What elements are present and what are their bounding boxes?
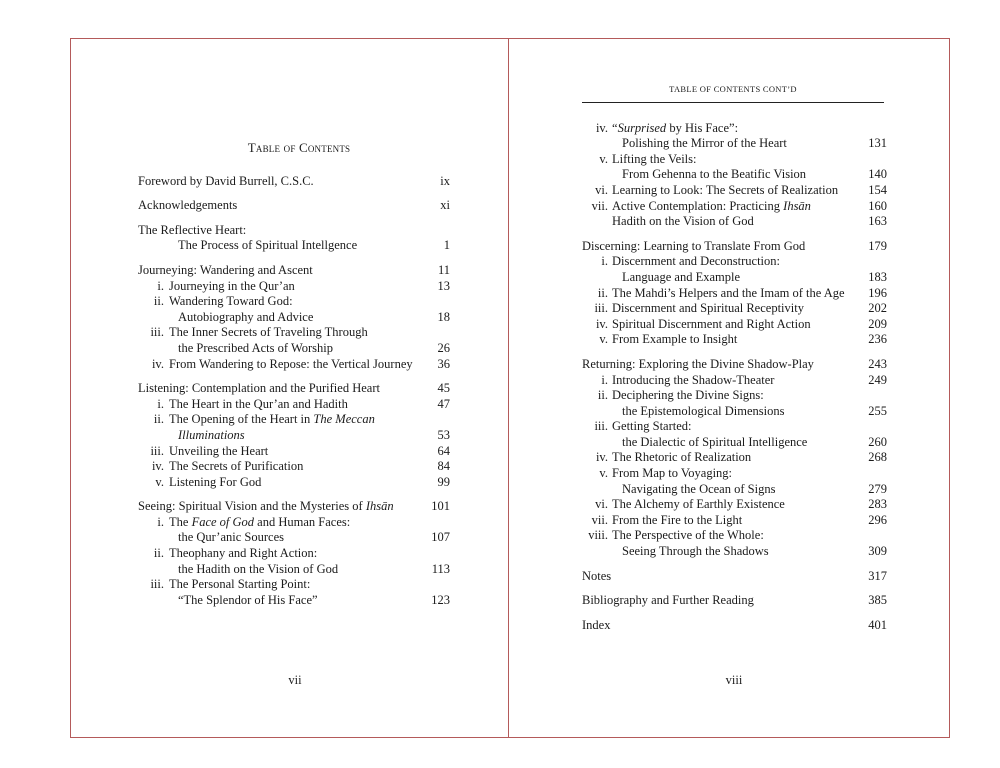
toc-entry-title: Active Contemplation: Practicing Ihsān	[612, 198, 811, 213]
toc-entry-page: 84	[437, 459, 450, 474]
toc-entry-title: Foreword by David Burrell, C.S.C.	[138, 173, 314, 188]
toc-entry	[138, 397, 450, 413]
toc-entry-numeral: i.	[601, 372, 608, 387]
toc-entry-title: The Reflective Heart:	[138, 222, 247, 237]
toc-entry-title: the Hadith on the Vision of God	[178, 561, 339, 576]
toc-entry	[138, 515, 450, 531]
toc-entry	[138, 325, 450, 341]
toc-entry-title: Illuminations	[178, 427, 245, 442]
toc-entry	[582, 254, 887, 270]
toc-entry-page: 45	[437, 381, 450, 396]
toc-entry-numeral: ii.	[153, 546, 164, 561]
toc-entry-title: Journeying in the Qur’an	[169, 278, 295, 293]
toc-entry-title: the Qur’anic Sources	[178, 530, 284, 545]
toc-entry-title: The Face of God and Human Faces:	[169, 514, 351, 529]
toc-entry	[138, 263, 450, 279]
toc-entry-page: 140	[868, 167, 887, 182]
toc-entry-numeral: vi.	[595, 497, 608, 512]
toc-entry-title: Acknowledgements	[138, 198, 238, 213]
toc-entry-title: Language and Example	[622, 269, 741, 284]
toc-entry-numeral: ii.	[153, 294, 164, 309]
toc-entry-page: 202	[868, 301, 887, 316]
toc-entry-page: 26	[437, 340, 450, 355]
toc-entry-numeral: iv.	[595, 316, 608, 331]
toc-entry-title: From Gehenna to the Beatific Vision	[622, 167, 807, 182]
toc-entry	[138, 499, 450, 515]
toc-entry	[582, 357, 887, 373]
toc-entry-page: 183	[868, 269, 887, 284]
toc-entry	[138, 223, 450, 239]
toc-entry-page: 255	[868, 403, 887, 418]
toc-entry-title: Polishing the Mirror of the Heart	[622, 136, 787, 151]
toc-entry-page: 317	[868, 568, 887, 583]
toc-entry-numeral: vii.	[591, 512, 608, 527]
toc-entry-page: 154	[868, 182, 887, 197]
toc-entry-page: 11	[437, 262, 450, 277]
toc-entry	[138, 341, 450, 357]
running-head: TABLE OF CONTENTS CONT’D	[582, 82, 884, 103]
toc-entry	[582, 270, 887, 286]
toc-entry-title: “Surprised by His Face”:	[612, 120, 739, 135]
toc-entry-page: 64	[437, 443, 450, 458]
toc-entry-title: The Opening of the Heart in The Meccan	[169, 412, 375, 427]
toc-entry-title: Getting Started:	[612, 419, 692, 434]
toc-entry-title: From Map to Voyaging:	[612, 466, 733, 481]
toc-entry	[582, 199, 887, 215]
toc-entry	[138, 428, 450, 444]
toc-entry	[138, 562, 450, 578]
toc-entry-numeral: ii.	[597, 388, 608, 403]
folio-right: viii	[725, 673, 743, 687]
toc-entry-title: The Personal Starting Point:	[169, 577, 311, 592]
toc-entry-title: The Secrets of Purification	[169, 459, 304, 474]
toc-entry	[138, 530, 450, 546]
toc-entry	[582, 419, 887, 435]
toc-entry-title: From Wandering to Repose: the Vertical Journey	[169, 356, 413, 371]
toc-entry-title: Hadith on the Vision of God	[612, 214, 754, 229]
toc-entry	[582, 152, 887, 168]
toc-entry-page: 243	[868, 356, 887, 371]
toc-entry-page: 385	[868, 593, 887, 608]
toc-entry	[582, 121, 887, 137]
toc-entry	[582, 373, 887, 389]
toc-entry-title: The Inner Secrets of Traveling Through	[169, 325, 368, 340]
toc-entry	[138, 357, 450, 373]
toc-entry-numeral: iii.	[150, 443, 164, 458]
right-page	[582, 82, 887, 633]
toc-entry-title: The Alchemy of Earthly Existence	[612, 497, 785, 512]
toc-list-right	[582, 121, 887, 634]
toc-entry-numeral: vi.	[595, 182, 608, 197]
toc-entry-title: Introducing the Shadow-Theater	[612, 372, 775, 387]
toc-entry-title: The Mahdi’s Helpers and the Imam of the Age	[612, 285, 845, 300]
toc-entry	[138, 459, 450, 475]
toc-entry	[582, 544, 887, 560]
toc-entry-page: 18	[437, 309, 450, 324]
toc-entry-numeral: v.	[599, 332, 608, 347]
toc-entry	[138, 475, 450, 491]
toc-entry	[582, 167, 887, 183]
toc-entry	[582, 183, 887, 199]
toc-entry-page: 99	[437, 474, 450, 489]
toc-entry-title: Listening For God	[169, 474, 262, 489]
toc-entry-page: 131	[868, 136, 887, 151]
toc-entry-page: 196	[868, 285, 887, 300]
toc-entry	[138, 412, 450, 428]
toc-entry-numeral: v.	[599, 151, 608, 166]
toc-entry	[582, 435, 887, 451]
toc-entry-page: 123	[431, 592, 450, 607]
toc-entry-page: 260	[868, 434, 887, 449]
toc-entry	[582, 239, 887, 255]
toc-entry	[138, 593, 450, 609]
toc-entry-page: ix	[440, 173, 450, 188]
toc-entry	[138, 381, 450, 397]
toc-entry-numeral: iii.	[594, 301, 608, 316]
toc-entry-page: 101	[431, 499, 450, 514]
toc-entry-title: the Dialectic of Spiritual Intelligence	[622, 434, 808, 449]
toc-entry-title: Discernment and Spiritual Receptivity	[612, 301, 804, 316]
toc-entry-title: Bibliography and Further Reading	[582, 593, 754, 608]
toc-entry-title: the Prescribed Acts of Worship	[178, 340, 333, 355]
toc-entry-page: 36	[437, 356, 450, 371]
toc-entry-numeral: ii.	[597, 285, 608, 300]
toc-entry-numeral: v.	[599, 466, 608, 481]
toc-entry-page: 113	[431, 561, 450, 576]
toc-entry-page: 401	[868, 617, 887, 632]
toc-entry	[138, 577, 450, 593]
toc-entry-page: 1	[443, 238, 450, 253]
toc-entry-numeral: iii.	[594, 419, 608, 434]
toc-entry	[582, 569, 887, 585]
toc-entry-page: xi	[440, 198, 450, 213]
toc-entry	[138, 174, 450, 190]
toc-entry	[138, 546, 450, 562]
toc-entry	[582, 593, 887, 609]
toc-entry-title: Navigating the Ocean of Signs	[622, 481, 776, 496]
toc-entry	[582, 136, 887, 152]
toc-entry-title: Wandering Toward God:	[169, 294, 293, 309]
toc-entry-numeral: iv.	[595, 450, 608, 465]
toc-entry	[582, 301, 887, 317]
toc-entry-title: Seeing: Spiritual Vision and the Mysteries of Ihsān	[138, 499, 394, 514]
toc-entry-title: the Epistemological Dimensions	[622, 403, 785, 418]
toc-entry	[582, 618, 887, 634]
toc-entry-title: Returning: Exploring the Divine Shadow-Play	[582, 356, 814, 371]
toc-entry-page: 296	[868, 512, 887, 527]
toc-entry-title: The Process of Spiritual Intellgence	[178, 238, 358, 253]
toc-entry-numeral: i.	[601, 254, 608, 269]
toc-entry-title: Index	[582, 617, 611, 632]
toc-entry	[138, 198, 450, 214]
book-gutter	[508, 38, 509, 738]
toc-entry-title: Lifting the Veils:	[612, 151, 697, 166]
toc-entry	[582, 497, 887, 513]
toc-entry-numeral: i.	[157, 396, 164, 411]
toc-entry-numeral: iv.	[151, 356, 164, 371]
toc-entry	[582, 214, 887, 230]
toc-entry	[138, 310, 450, 326]
toc-entry-page: 13	[437, 278, 450, 293]
toc-entry-title: Learning to Look: The Secrets of Realization	[612, 182, 839, 197]
toc-entry-title: Spiritual Discernment and Right Action	[612, 316, 811, 331]
toc-entry-page: 160	[868, 198, 887, 213]
toc-entry-numeral: i.	[157, 278, 164, 293]
toc-entry	[582, 332, 887, 348]
toc-entry-title: Listening: Contemplation and the Purified Heart	[138, 381, 380, 396]
toc-entry-title: Discernment and Deconstruction:	[612, 254, 781, 269]
toc-entry-title: From Example to Insight	[612, 332, 738, 347]
toc-entry-title: Notes	[582, 568, 612, 583]
toc-entry	[582, 404, 887, 420]
toc-entry	[582, 317, 887, 333]
toc-entry-numeral: iii.	[150, 577, 164, 592]
toc-entry-title: Theophany and Right Action:	[169, 546, 318, 561]
toc-entry-title: Deciphering the Divine Signs:	[612, 388, 764, 403]
toc-entry-title: The Heart in the Qur’an and Hadith	[169, 396, 348, 411]
toc-entry-numeral: ii.	[153, 412, 164, 427]
toc-entry	[138, 279, 450, 295]
toc-entry-numeral: i.	[157, 514, 164, 529]
toc-entry	[582, 513, 887, 529]
toc-entry	[582, 482, 887, 498]
page-title: Table of Contents	[247, 140, 351, 155]
toc-entry-numeral: vii.	[591, 198, 608, 213]
toc-entry-numeral: v.	[155, 474, 164, 489]
toc-entry-title: Discerning: Learning to Translate From God	[582, 238, 806, 253]
toc-entry-page: 309	[868, 544, 887, 559]
toc-entry	[582, 466, 887, 482]
toc-entry	[138, 444, 450, 460]
toc-entry-page: 283	[868, 497, 887, 512]
toc-entry-page: 53	[437, 427, 450, 442]
toc-entry-title: Autobiography and Advice	[178, 309, 314, 324]
toc-entry-title: Seeing Through the Shadows	[622, 544, 769, 559]
toc-entry-title: Unveiling the Heart	[169, 443, 269, 458]
toc-entry-numeral: iv.	[595, 120, 608, 135]
toc-entry-page: 47	[437, 396, 450, 411]
toc-entry-page: 209	[868, 316, 887, 331]
toc-entry-page: 279	[868, 481, 887, 496]
toc-entry	[582, 388, 887, 404]
toc-entry-title: The Perspective of the Whole:	[612, 528, 764, 543]
toc-entry-title: From the Fire to the Light	[612, 512, 743, 527]
toc-entry-page: 249	[868, 372, 887, 387]
toc-entry-page: 236	[868, 332, 887, 347]
toc-entry	[138, 294, 450, 310]
folio-left: vii	[288, 673, 302, 687]
toc-entry-page: 268	[868, 450, 887, 465]
toc-entry	[582, 286, 887, 302]
toc-entry-numeral: iii.	[150, 325, 164, 340]
toc-list-left	[138, 174, 450, 609]
toc-entry-page: 107	[431, 530, 450, 545]
toc-entry-title: The Rhetoric of Realization	[612, 450, 752, 465]
toc-entry-page: 179	[868, 238, 887, 253]
toc-entry	[138, 238, 450, 254]
toc-entry-title: “The Splendor of His Face”	[178, 592, 318, 607]
toc-entry-numeral: iv.	[151, 459, 164, 474]
toc-entry-title: Journeying: Wandering and Ascent	[138, 262, 313, 277]
left-page	[138, 140, 450, 608]
toc-entry	[582, 528, 887, 544]
toc-entry	[582, 450, 887, 466]
toc-entry-page: 163	[868, 214, 887, 229]
toc-entry-numeral: viii.	[588, 528, 608, 543]
